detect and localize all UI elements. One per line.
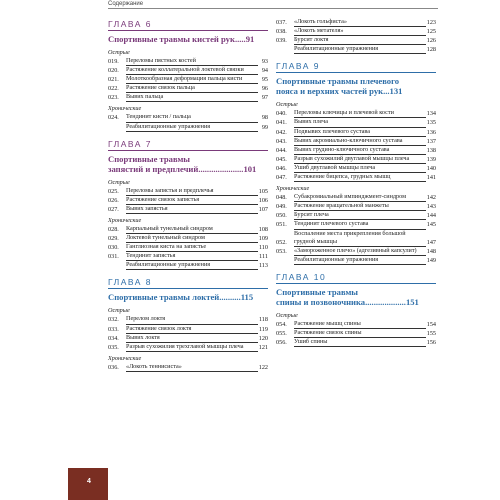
toc-entry[interactable] (108, 334, 268, 343)
entry-page: 136 (426, 128, 436, 136)
entry-page: 138 (426, 146, 436, 154)
entry-number: 045. (276, 155, 287, 163)
toc-entry[interactable] (108, 225, 268, 234)
entry-title: Реабилитационные упражнения (294, 256, 426, 265)
chapter-label: ГЛАВА 8 (108, 277, 153, 288)
entry-page: 95 (261, 76, 268, 84)
chapter-label: ГЛАВА 9 (276, 61, 321, 72)
entry-page: 109 (258, 235, 268, 243)
section-label: Острые (108, 307, 130, 315)
entry-number: 056. (276, 339, 287, 347)
toc-entry[interactable] (276, 45, 436, 54)
entry-title: «Замороженное плечо» (адгезивный капсулит) (294, 247, 426, 256)
toc-entry[interactable] (108, 343, 268, 352)
toc-entry[interactable] (276, 193, 436, 202)
entry-number: 033. (108, 325, 119, 333)
entry-number: 019. (108, 58, 119, 65)
chapter-title[interactable]: Спортивные травмы кистей рук.....91 (108, 34, 255, 44)
toc-entry[interactable] (276, 128, 436, 137)
chapter-label: ГЛАВА 7 (108, 138, 153, 149)
entry-title: Переломы запястья и предплечья (126, 187, 258, 196)
entry-page: 126 (426, 37, 436, 45)
chapter-label: ГЛАВА 10 (276, 271, 327, 282)
entry-number: 047. (276, 174, 287, 182)
toc-entry[interactable] (276, 220, 436, 229)
entry-title: «Локоть метателя» (294, 27, 426, 36)
entry-page: 118 (258, 316, 268, 324)
entry-title: Ушиб спины (294, 338, 426, 347)
entry-page: 137 (426, 137, 436, 145)
entry-page: 111 (259, 253, 268, 261)
chapter-page: 91 (245, 34, 255, 44)
entry-title: Вывих локтя (126, 334, 258, 343)
entry-page: 121 (258, 343, 268, 351)
chapter-rule (276, 283, 436, 284)
chapter-rule (108, 288, 268, 289)
entry-page: 94 (261, 67, 268, 75)
chapter-page: 115 (240, 292, 254, 303)
entry-title: Ушиб двуглавой мышцы плеча (294, 164, 426, 173)
entry-number: 023. (108, 94, 119, 102)
toc-entry[interactable] (108, 205, 268, 214)
entry-page: 140 (426, 164, 436, 172)
chapter-rule (108, 150, 268, 151)
page-number: 4 (87, 478, 91, 485)
entry-number: 038. (276, 28, 287, 36)
chapter-rule (276, 72, 436, 73)
toc-entry[interactable] (108, 261, 268, 270)
toc-entry[interactable] (276, 329, 436, 338)
chapter-page: 131 (389, 86, 403, 97)
entry-title: Растяжение связок пальца (126, 84, 258, 93)
entry-page: 98 (261, 114, 268, 122)
toc-entry[interactable] (276, 320, 436, 329)
entry-title: Растяжение бицепса, грудных мышц (294, 173, 426, 182)
chapter-page: 101 (243, 163, 257, 174)
entry-page: 120 (258, 334, 268, 342)
toc-entry[interactable] (108, 57, 268, 66)
entry-number: 055. (276, 329, 287, 337)
entry-number: 046. (276, 164, 287, 172)
entry-page: 145 (426, 221, 436, 229)
toc-entry[interactable] (108, 187, 268, 196)
entry-number: 027. (108, 205, 119, 213)
entry-page: 156 (426, 339, 436, 347)
section-label: Острые (276, 311, 298, 319)
entry-title: Переломы ключицы и плечевой кости (294, 109, 426, 118)
entry-title: Перелом локтя (126, 315, 258, 324)
entry-number: 026. (108, 196, 119, 204)
entry-title: Растяжение связок спины (294, 329, 426, 338)
toc-entry[interactable] (276, 338, 436, 347)
toc-entry[interactable] (276, 118, 436, 127)
running-head: Содержание (108, 1, 144, 7)
section-label: Острые (276, 101, 298, 109)
toc-entry[interactable] (108, 325, 268, 334)
entry-title: Тендинит запястья (126, 252, 258, 261)
entry-title: Воспаление места прикрепления большой грудной мышцы (294, 230, 426, 247)
toc-entry[interactable] (276, 256, 436, 265)
entry-number: 030. (108, 244, 119, 252)
entry-page: 119 (258, 325, 268, 333)
entry-number: 053. (276, 247, 287, 255)
entry-page: 125 (426, 28, 436, 36)
entry-number: 022. (108, 85, 119, 93)
toc-entry[interactable] (276, 18, 436, 27)
entry-page: 139 (426, 155, 436, 163)
entry-page: 96 (261, 85, 268, 93)
entry-title: Вывих пальца (126, 93, 258, 102)
entry-title: Вывих плеча (294, 118, 426, 127)
page-number-block (68, 468, 108, 500)
entry-title: «Локоть гольфиста» (294, 18, 426, 27)
entry-title: Молоткообразная деформация пальца кисти (126, 75, 258, 84)
chapter-title-text: пояса и верхних частей рук (276, 86, 384, 97)
header-rule (108, 8, 438, 9)
entry-page: 135 (426, 119, 436, 127)
section-label: Хронические (108, 105, 142, 113)
entry-page: 97 (261, 94, 268, 102)
toc-entry[interactable] (276, 211, 436, 220)
toc-entry[interactable] (108, 75, 268, 84)
entry-number: 039. (276, 37, 287, 45)
toc-entry[interactable] (276, 230, 436, 247)
entry-title: Растяжение мышц спины (294, 320, 426, 329)
entry-page: 113 (258, 262, 268, 270)
entry-number: 028. (108, 225, 119, 233)
entry-page: 128 (426, 46, 436, 54)
entry-title: Ганглиозная киста на запястье (126, 243, 258, 252)
entry-page: 99 (261, 123, 268, 131)
toc-entry[interactable] (276, 155, 436, 164)
chapter-title[interactable]: Спортивные травмы спины и позвоночника...................151 (276, 287, 436, 307)
toc-entry[interactable] (108, 315, 268, 324)
toc-entry[interactable] (108, 123, 268, 132)
section-label: Хронические (108, 216, 142, 224)
entry-number: 037. (276, 19, 287, 26)
entry-number: 036. (108, 363, 119, 371)
entry-page: 134 (426, 110, 436, 118)
entry-title: Вывих запястья (126, 205, 258, 214)
toc-entry[interactable] (276, 146, 436, 155)
section-label: Хронические (276, 185, 310, 193)
entry-title: Тендинит кисти / пальца (126, 113, 258, 122)
entry-number: 035. (108, 343, 119, 351)
entry-number: 029. (108, 235, 119, 243)
entry-number: 025. (108, 187, 119, 195)
toc-entry[interactable] (108, 84, 268, 93)
entry-number: 043. (276, 137, 287, 145)
toc-entry[interactable] (276, 247, 436, 256)
entry-title: Переломы пястных костей (126, 57, 258, 66)
entry-title: «Локоть теннисиста» (126, 363, 258, 372)
entry-title: Локтевой тунельный синдром (126, 234, 258, 243)
entry-title: Разрыв сухожилия трехглавой мышцы плеча (126, 343, 258, 352)
entry-number: 034. (108, 334, 119, 342)
chapter-title-text: Спортивные травмы (108, 153, 191, 164)
entry-number: 020. (108, 67, 119, 75)
entry-page: 147 (426, 238, 436, 246)
entry-number: 042. (276, 128, 287, 136)
chapter-page: 151 (405, 296, 419, 307)
entry-title: Бурсит локтя (294, 36, 426, 45)
entry-page: 155 (426, 329, 436, 337)
toc-entry[interactable] (108, 66, 268, 75)
toc-entry[interactable] (108, 196, 268, 205)
entry-title: Тендинит плечевого сустава (294, 220, 426, 229)
chapter-title-text: спины и позвоночника (276, 296, 366, 307)
toc-entry[interactable] (108, 363, 268, 372)
entry-page: 122 (258, 363, 268, 371)
chapter-label: ГЛАВА 6 (108, 19, 153, 29)
entry-number: 041. (276, 119, 287, 127)
chapter-rule (108, 30, 268, 31)
entry-page: 149 (426, 256, 436, 264)
toc-entry[interactable] (108, 243, 268, 252)
chapter-title-text: Спортивные травмы локтей (108, 292, 220, 303)
entry-number: 040. (276, 110, 287, 118)
toc-left-column (108, 18, 268, 372)
entry-number: 021. (108, 76, 119, 84)
entry-title: Растяжение вращательной манжеты (294, 202, 426, 211)
entry-title: Реабилитационные упражнения (126, 261, 258, 270)
entry-title: Вывих грудино-ключичного сустава (294, 146, 426, 155)
chapter-title-text: Спортивные травмы плечевого (276, 76, 400, 87)
chapter-title[interactable]: Спортивные травмы локтей..........115 (108, 292, 254, 303)
entry-page: 106 (258, 196, 268, 204)
entry-page: 141 (426, 174, 436, 182)
toc-entry[interactable] (108, 234, 268, 243)
entry-title: Реабилитационные упражнения (126, 123, 258, 132)
entry-number: 031. (108, 253, 119, 261)
entry-title: Реабилитационные упражнения (294, 45, 426, 54)
entry-page: 93 (261, 58, 268, 65)
entry-page: 108 (258, 225, 268, 233)
entry-number: 054. (276, 320, 287, 328)
entry-number: 032. (108, 316, 119, 324)
entry-page: 142 (426, 194, 436, 202)
chapter-title[interactable]: Спортивные травмы плечевого пояса и верхних частей рук...131 (276, 76, 436, 96)
toc-entry[interactable] (108, 93, 268, 102)
toc-entry[interactable] (276, 173, 436, 182)
section-label: Острые (108, 49, 130, 56)
entry-page: 110 (258, 244, 268, 252)
section-label: Хронические (108, 354, 142, 362)
entry-title: Вывих акромиально-ключичного сустава (294, 137, 426, 146)
entry-number: 050. (276, 212, 287, 220)
entry-page: 123 (426, 19, 436, 26)
chapter-title-text: Спортивные травмы (276, 286, 359, 297)
chapter-title-text: запястий и предплечий (108, 163, 199, 174)
toc-right-column (276, 18, 436, 347)
toc-entry[interactable] (276, 137, 436, 146)
entry-title: Разрыв сухожилий двуглавой мышцы плеча (294, 155, 426, 164)
chapter-title[interactable]: Спортивные травмы запястий и предплечий.....................101 (108, 154, 268, 174)
entry-page: 144 (426, 212, 436, 220)
toc-entry[interactable] (276, 27, 436, 36)
entry-title: Карпальный тунельный синдром (126, 225, 258, 234)
entry-title: Субакромиальный импинджмент-синдром (294, 193, 426, 202)
entry-number: 048. (276, 194, 287, 202)
section-label: Острые (108, 178, 130, 186)
entry-title: Растяжение коллатеральной локтевой связки (126, 66, 258, 75)
entry-number: 044. (276, 146, 287, 154)
entry-title: Подвывих плечевого сустава (294, 128, 426, 137)
entry-number: 051. (276, 221, 287, 229)
toc-entry[interactable] (276, 36, 436, 45)
entry-page: 107 (258, 205, 268, 213)
entry-title: Бурсит плеча (294, 211, 426, 220)
toc-entry[interactable] (108, 113, 268, 122)
entry-title: Растяжение связок запястья (126, 196, 258, 205)
toc-entry[interactable] (276, 202, 436, 211)
toc-entry[interactable] (276, 164, 436, 173)
entry-page: 105 (258, 187, 268, 195)
entry-number: 024. (108, 114, 119, 122)
entry-number: 052. (276, 238, 287, 246)
toc-entry[interactable] (108, 252, 268, 261)
toc-entry[interactable] (276, 109, 436, 118)
chapter-title-text: Спортивные травмы кистей рук (108, 34, 235, 44)
entry-page: 148 (426, 247, 436, 255)
entry-page: 143 (426, 203, 436, 211)
entry-page: 154 (426, 320, 436, 328)
entry-title: Растяжение связок локтя (126, 325, 258, 334)
entry-number: 049. (276, 203, 287, 211)
